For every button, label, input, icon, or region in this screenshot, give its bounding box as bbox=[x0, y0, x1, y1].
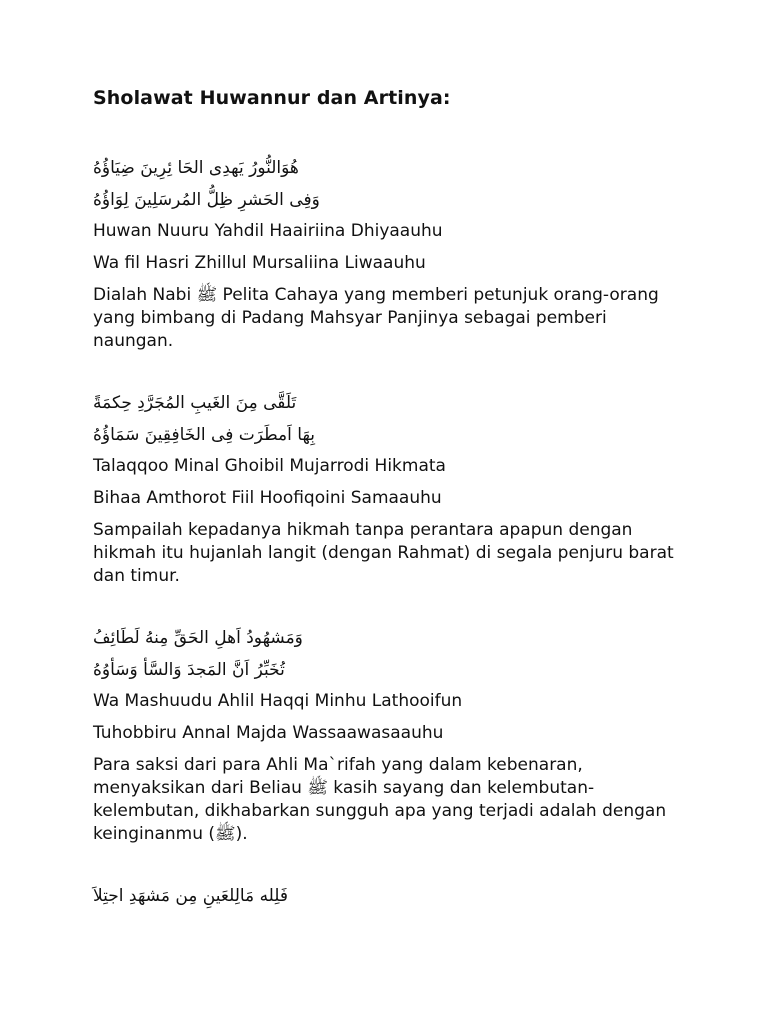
arabic-verse-line: تَلَقَّى مِنَ الغَيبِ المُجَرَّدِ حِكمَةً bbox=[93, 393, 297, 413]
arabic-verse-line: بِهَا اَمطَرَت فِى الخَافِقِينَ سَمَاؤُهُ bbox=[93, 425, 316, 445]
verse-meaning: Sampailah kepadanya hikmah tanpa perantara apapun dengan hikmah itu hujanlah langit (dengan Rahmat) di segala penjuru barat dan timur. bbox=[93, 520, 674, 586]
stanza-4 bbox=[93, 880, 683, 912]
verse-meaning: Dialah Nabi ﷺ Pelita Cahaya yang memberi petunjuk orang-orang yang bimbang di Padang Mahsyar Panjinya sebagai pemberi naungan. bbox=[93, 285, 659, 351]
latin-verse-line: Wa fil Hasri Zhillul Mursaliina Liwaauhu bbox=[93, 253, 426, 273]
arabic-verse-line: وَفِى الحَشرِ ظِلُّ المُرسَلِينَ لِوَاؤُهُ bbox=[93, 190, 320, 210]
arabic-verse-line: فَلِله مَالِلعَينِ مِن مَشهَدِ اجتِلاَ bbox=[93, 886, 289, 906]
stanza-1 bbox=[93, 152, 683, 353]
latin-verse-line: Bihaa Amthorot Fiil Hoofiqoini Samaauhu bbox=[93, 488, 442, 508]
arabic-verse-line: تُخَبِّرُ اَنَّ المَجدَ وَالسَّأ وَسَأوُهُ bbox=[93, 660, 285, 680]
arabic-verse-line: هُوَالنُّورُ يَهدِى الحَا ئِرِينَ ضِيَاؤُهُ bbox=[93, 158, 299, 178]
latin-verse-line: Talaqqoo Minal Ghoibil Mujarrodi Hikmata bbox=[93, 456, 446, 476]
arabic-verse-line: وَمَشهُودُ اَهلِ الحَقِّ مِنهُ لَطَائِفُ bbox=[93, 628, 303, 648]
stanza-3 bbox=[93, 622, 683, 846]
stanza-2 bbox=[93, 387, 683, 588]
verse-meaning: Para saksi dari para Ahli Ma`rifah yang dalam kebenaran, menyaksikan dari Beliau ﷺ kasih sayang dan kelembutan-kelembutan, dikhabarkan sungguh apa yang terjadi adalah dengan keinginanmu (ﷺ). bbox=[93, 755, 667, 844]
latin-verse-line: Huwan Nuuru Yahdil Haairiina Dhiyaauhu bbox=[93, 221, 443, 241]
latin-verse-line: Wa Mashuudu Ahlil Haqqi Minhu Lathooifun bbox=[93, 691, 463, 711]
page-title: Sholawat Huwannur dan Artinya: bbox=[93, 87, 451, 109]
latin-verse-line: Tuhobbiru Annal Majda Wassaawasaauhu bbox=[93, 723, 444, 743]
document-page bbox=[93, 84, 683, 946]
